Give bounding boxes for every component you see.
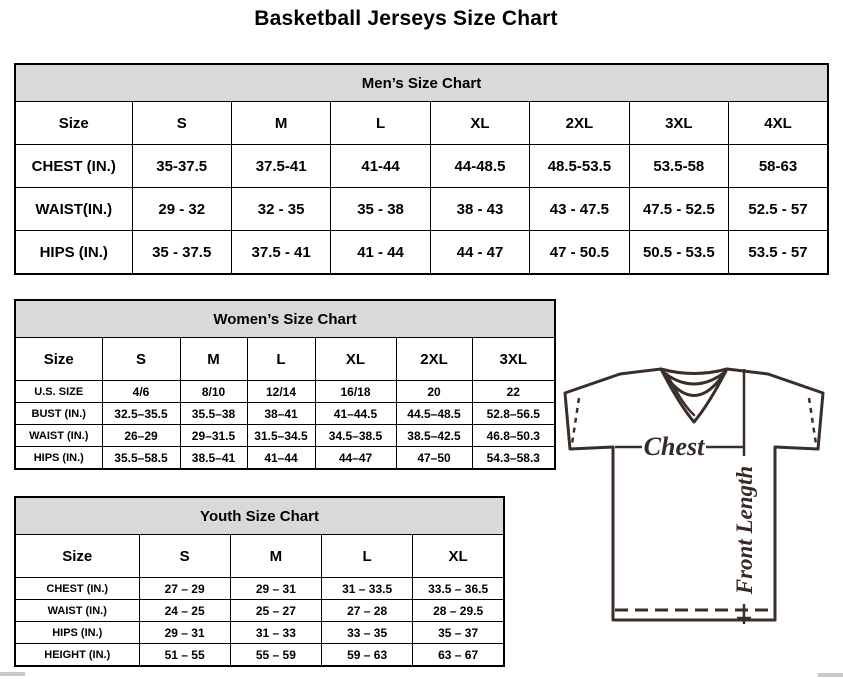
size-cell: 38.5–42.5 <box>396 425 472 447</box>
size-cell: 12/14 <box>247 381 315 403</box>
size-cell: 52.8–56.5 <box>472 403 555 425</box>
womens-size-chart-table <box>14 299 554 470</box>
size-cell: 33.5 – 36.5 <box>413 578 504 600</box>
size-cell: 35.5–38 <box>180 403 247 425</box>
youth-size-chart-table <box>14 496 505 667</box>
womens-bust-row <box>15 403 555 425</box>
row-label: WAIST(IN.) <box>15 188 132 231</box>
size-cell: 28 – 29.5 <box>413 600 504 622</box>
size-cell: 50.5 - 53.5 <box>629 231 728 275</box>
mens-col-header: Size <box>15 102 132 145</box>
youth-col-header: S <box>139 535 230 578</box>
row-label: WAIST (IN.) <box>15 425 102 447</box>
jersey-outline <box>565 369 823 620</box>
youth-hips-row <box>15 622 504 644</box>
size-cell: 54.3–58.3 <box>472 447 555 470</box>
size-cell: 53.5-58 <box>629 145 728 188</box>
womens-col-header: L <box>247 338 315 381</box>
size-cell: 27 – 28 <box>322 600 413 622</box>
row-label: HIPS (IN.) <box>15 622 139 644</box>
row-label: HIPS (IN.) <box>15 447 102 470</box>
womens-col-header: Size <box>15 338 102 381</box>
womens-col-header: XL <box>315 338 396 381</box>
size-cell: 31.5–34.5 <box>247 425 315 447</box>
row-label: CHEST (IN.) <box>15 145 132 188</box>
youth-chart-title: Youth Size Chart <box>15 497 504 535</box>
youth-col-header: M <box>230 535 321 578</box>
size-cell: 44-48.5 <box>430 145 529 188</box>
mens-col-header: M <box>231 102 330 145</box>
youth-col-header: Size <box>15 535 139 578</box>
size-cell: 35-37.5 <box>132 145 231 188</box>
size-cell: 44 - 47 <box>430 231 529 275</box>
size-cell: 58-63 <box>729 145 828 188</box>
size-cell: 48.5-53.5 <box>530 145 629 188</box>
mens-col-header: 4XL <box>729 102 828 145</box>
size-cell: 44.5–48.5 <box>396 403 472 425</box>
mens-hips-row <box>15 231 828 275</box>
size-cell: 35 - 38 <box>331 188 430 231</box>
size-cell: 63 – 67 <box>413 644 504 667</box>
mens-col-header: 3XL <box>629 102 728 145</box>
youth-height-row <box>15 644 504 667</box>
size-cell: 35 – 37 <box>413 622 504 644</box>
size-cell: 26–29 <box>102 425 180 447</box>
size-cell: 24 – 25 <box>139 600 230 622</box>
size-cell: 29 - 32 <box>132 188 231 231</box>
jersey-measurement-diagram <box>558 358 830 634</box>
womens-chart-title: Women’s Size Chart <box>15 300 555 338</box>
size-cell: 41-44 <box>331 145 430 188</box>
size-cell: 38 - 43 <box>430 188 529 231</box>
womens-waist-row <box>15 425 555 447</box>
mens-chest-row <box>15 145 828 188</box>
size-cell: 35 - 37.5 <box>132 231 231 275</box>
row-label: CHEST (IN.) <box>15 578 139 600</box>
size-cell: 8/10 <box>180 381 247 403</box>
youth-col-header: L <box>322 535 413 578</box>
size-cell: 32.5–35.5 <box>102 403 180 425</box>
size-cell: 25 – 27 <box>230 600 321 622</box>
size-cell: 53.5 - 57 <box>729 231 828 275</box>
row-label: U.S. SIZE <box>15 381 102 403</box>
size-cell: 20 <box>396 381 472 403</box>
size-cell: 35.5–58.5 <box>102 447 180 470</box>
mens-waist-row <box>15 188 828 231</box>
size-cell: 47.5 - 52.5 <box>629 188 728 231</box>
size-cell: 38.5–41 <box>180 447 247 470</box>
size-cell: 46.8–50.3 <box>472 425 555 447</box>
front-length-label: Front Length <box>732 465 757 595</box>
womens-ussize-row <box>15 381 555 403</box>
size-cell: 37.5 - 41 <box>231 231 330 275</box>
size-cell: 31 – 33.5 <box>322 578 413 600</box>
mens-col-header: XL <box>430 102 529 145</box>
scrollbar-fragment <box>818 673 843 677</box>
size-cell: 31 – 33 <box>230 622 321 644</box>
mens-col-header: 2XL <box>530 102 629 145</box>
womens-col-header: M <box>180 338 247 381</box>
mens-col-header: L <box>331 102 430 145</box>
chest-label: Chest <box>643 432 705 461</box>
size-cell: 51 – 55 <box>139 644 230 667</box>
row-label: HIPS (IN.) <box>15 231 132 275</box>
size-cell: 32 - 35 <box>231 188 330 231</box>
size-cell: 16/18 <box>315 381 396 403</box>
womens-col-header: 2XL <box>396 338 472 381</box>
row-label: BUST (IN.) <box>15 403 102 425</box>
youth-waist-row <box>15 600 504 622</box>
row-label: HEIGHT (IN.) <box>15 644 139 667</box>
size-cell: 59 – 63 <box>322 644 413 667</box>
womens-col-header: 3XL <box>472 338 555 381</box>
row-label: WAIST (IN.) <box>15 600 139 622</box>
size-cell: 38–41 <box>247 403 315 425</box>
scrollbar-fragment <box>0 672 25 676</box>
size-cell: 47 - 50.5 <box>530 231 629 275</box>
youth-col-header: XL <box>413 535 504 578</box>
youth-chest-row <box>15 578 504 600</box>
size-cell: 41–44.5 <box>315 403 396 425</box>
size-cell: 33 – 35 <box>322 622 413 644</box>
size-cell: 43 - 47.5 <box>530 188 629 231</box>
mens-col-header: S <box>132 102 231 145</box>
mens-chart-title: Men’s Size Chart <box>15 64 828 102</box>
size-cell: 55 – 59 <box>230 644 321 667</box>
size-cell: 29–31.5 <box>180 425 247 447</box>
size-cell: 34.5–38.5 <box>315 425 396 447</box>
size-cell: 41 - 44 <box>331 231 430 275</box>
size-cell: 29 – 31 <box>230 578 321 600</box>
size-cell: 52.5 - 57 <box>729 188 828 231</box>
size-cell: 22 <box>472 381 555 403</box>
size-cell: 29 – 31 <box>139 622 230 644</box>
size-cell: 4/6 <box>102 381 180 403</box>
mens-size-chart-table <box>14 63 829 275</box>
page-title: Basketball Jerseys Size Chart <box>254 7 558 30</box>
womens-hips-row <box>15 447 555 470</box>
size-cell: 47–50 <box>396 447 472 470</box>
size-cell: 44–47 <box>315 447 396 470</box>
size-cell: 41–44 <box>247 447 315 470</box>
size-cell: 37.5-41 <box>231 145 330 188</box>
womens-col-header: S <box>102 338 180 381</box>
size-cell: 27 – 29 <box>139 578 230 600</box>
